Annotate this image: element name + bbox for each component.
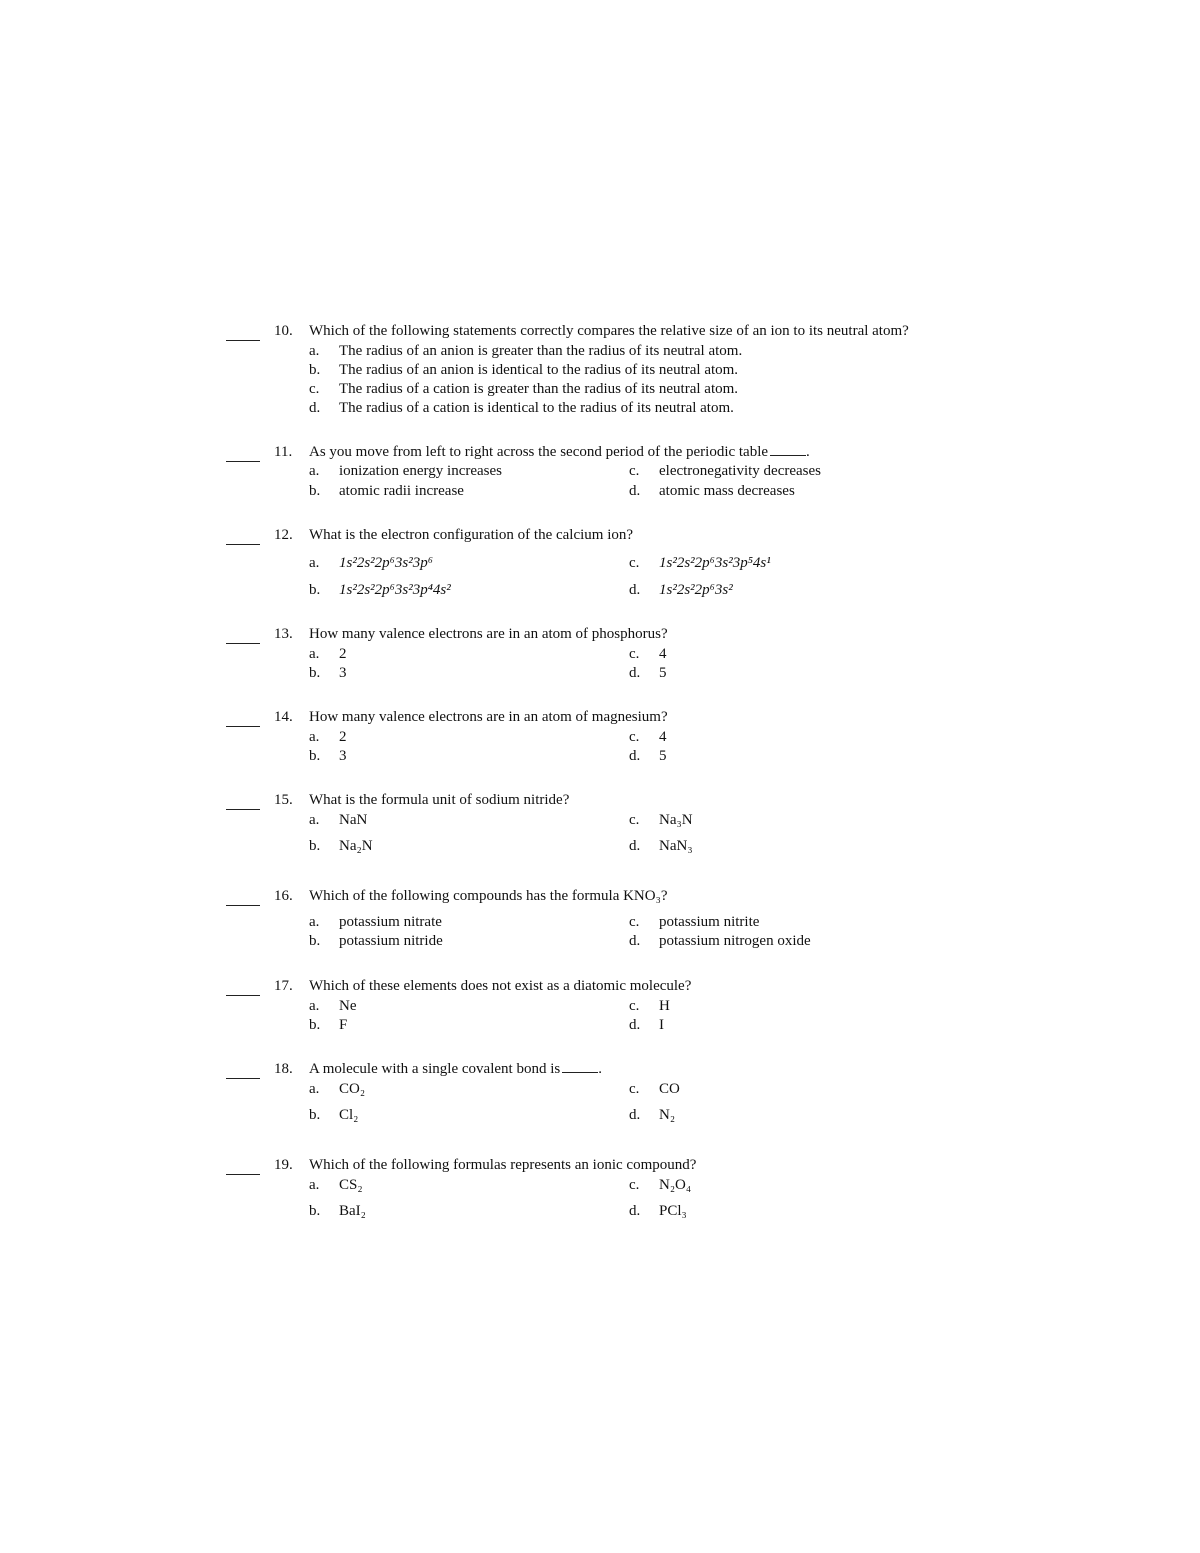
inline-blank[interactable] bbox=[562, 1072, 598, 1073]
answer-blank[interactable] bbox=[226, 995, 260, 996]
answer-blank[interactable] bbox=[226, 905, 260, 906]
answer-blank[interactable] bbox=[226, 1174, 260, 1175]
option-text: 1s²2s²2p⁶3s² bbox=[659, 582, 733, 598]
option-text: 3 bbox=[339, 665, 347, 681]
option-text: The radius of a cation is identical to the radius of its neutral atom. bbox=[339, 400, 734, 416]
option-b bbox=[309, 748, 347, 765]
option-text: BaI₂ bbox=[339, 1203, 366, 1219]
option-b bbox=[309, 483, 464, 500]
option-letter: a. bbox=[309, 555, 320, 571]
option-letter: a. bbox=[309, 998, 320, 1014]
option-letter: c. bbox=[629, 646, 640, 662]
question-number: 13. bbox=[274, 626, 293, 642]
question-text-main: As you move from left to right across the second period of the periodic table bbox=[309, 444, 769, 460]
option-text: ionization energy increases bbox=[339, 463, 502, 479]
option-text: 4 bbox=[659, 729, 667, 745]
answer-blank[interactable] bbox=[226, 544, 260, 545]
option-b bbox=[309, 1203, 366, 1220]
option-d bbox=[629, 1107, 675, 1124]
question-text-main: A molecule with a single covalent bond is bbox=[309, 1061, 561, 1077]
option-letter: b. bbox=[309, 483, 321, 499]
question-number: 11. bbox=[274, 444, 293, 460]
question-text-end: . bbox=[598, 1061, 602, 1077]
option-text: The radius of an anion is identical to the radius of its neutral atom. bbox=[339, 362, 739, 378]
option-a bbox=[309, 998, 357, 1015]
option-text: I bbox=[659, 1017, 664, 1033]
option-a bbox=[309, 463, 502, 480]
option-c bbox=[629, 463, 821, 480]
option-a bbox=[309, 729, 347, 746]
option-letter: a. bbox=[309, 463, 320, 479]
option-d bbox=[629, 1203, 687, 1220]
option-letter: c. bbox=[629, 555, 640, 571]
option-d bbox=[629, 748, 667, 765]
question-text: Which of these elements does not exist as a diatomic molecule? bbox=[309, 978, 692, 994]
answer-blank[interactable] bbox=[226, 809, 260, 810]
option-text: electronegativity decreases bbox=[659, 463, 821, 479]
option-text: NaN₃ bbox=[659, 838, 693, 854]
question-number: 18. bbox=[274, 1061, 293, 1077]
option-text: potassium nitrate bbox=[339, 914, 442, 930]
option-letter: a. bbox=[309, 812, 320, 828]
option-c bbox=[629, 729, 667, 746]
option-letter: d. bbox=[629, 483, 641, 499]
option-b bbox=[309, 933, 443, 950]
inline-blank[interactable] bbox=[770, 455, 806, 456]
answer-blank[interactable] bbox=[226, 461, 260, 462]
option-text: PCl₃ bbox=[659, 1203, 687, 1219]
question-text: Which of the following formulas represents an ionic compound? bbox=[309, 1157, 697, 1173]
option-text: 1s²2s²2p⁶3s²3p⁴4s² bbox=[339, 582, 451, 598]
option-letter: d. bbox=[629, 748, 641, 764]
option-text: N₂ bbox=[659, 1107, 676, 1123]
option-letter: a. bbox=[309, 729, 320, 745]
option-letter: d. bbox=[629, 1107, 641, 1123]
answer-blank[interactable] bbox=[226, 1078, 260, 1079]
option-letter: c. bbox=[629, 998, 640, 1014]
option-letter: b. bbox=[309, 748, 321, 764]
option-letter: c. bbox=[629, 729, 640, 745]
option-c bbox=[309, 381, 738, 398]
option-letter: c. bbox=[629, 914, 640, 930]
question-text: How many valence electrons are in an atom of magnesium? bbox=[309, 709, 668, 725]
option-d bbox=[629, 665, 667, 682]
question-number: 17. bbox=[274, 978, 293, 994]
option-a bbox=[309, 1081, 365, 1098]
option-letter: a. bbox=[309, 343, 320, 359]
option-text: The radius of a cation is greater than the radius of its neutral atom. bbox=[339, 381, 739, 397]
option-d bbox=[629, 838, 693, 855]
option-text: N₂O₄ bbox=[659, 1177, 692, 1193]
option-letter: a. bbox=[309, 1081, 320, 1097]
option-a bbox=[309, 646, 347, 663]
answer-blank[interactable] bbox=[226, 643, 260, 644]
question-number: 14. bbox=[274, 709, 293, 725]
question-text: What is the formula unit of sodium nitride? bbox=[309, 792, 570, 808]
option-letter: d. bbox=[629, 582, 641, 598]
option-letter: b. bbox=[309, 665, 321, 681]
question-number: 12. bbox=[274, 527, 293, 543]
option-text: atomic mass decreases bbox=[659, 483, 795, 499]
option-text: potassium nitrite bbox=[659, 914, 760, 930]
option-letter: d. bbox=[629, 665, 641, 681]
option-text: atomic radii increase bbox=[339, 483, 464, 499]
option-a bbox=[309, 1177, 363, 1194]
option-text: potassium nitride bbox=[339, 933, 443, 949]
option-text: Na₂N bbox=[339, 838, 373, 854]
option-b bbox=[309, 665, 347, 682]
option-text: The radius of an anion is greater than the radius of its neutral atom. bbox=[339, 343, 743, 359]
question-text: Which of the following compounds has the formula KNO₃? bbox=[309, 888, 668, 904]
option-b bbox=[309, 582, 451, 599]
question-number: 19. bbox=[274, 1157, 293, 1173]
option-text: Cl₂ bbox=[339, 1107, 359, 1123]
option-a bbox=[309, 343, 742, 360]
option-text: CS₂ bbox=[339, 1177, 363, 1193]
option-letter: a. bbox=[309, 914, 320, 930]
option-text: 2 bbox=[339, 729, 347, 745]
option-text: 3 bbox=[339, 748, 347, 764]
option-letter: b. bbox=[309, 1107, 321, 1123]
option-text: 5 bbox=[659, 665, 667, 681]
option-letter: d. bbox=[629, 1017, 641, 1033]
question-number: 15. bbox=[274, 792, 293, 808]
option-text: Ne bbox=[339, 998, 357, 1014]
answer-blank[interactable] bbox=[226, 726, 260, 727]
question-text: Which of the following statements correctly compares the relative size of an ion to its neutral atom? bbox=[309, 323, 909, 339]
question-text: What is the electron configuration of the calcium ion? bbox=[309, 527, 634, 543]
option-letter: c. bbox=[629, 463, 640, 479]
option-letter: b. bbox=[309, 362, 321, 378]
option-text: 1s²2s²2p⁶3s²3p⁶ bbox=[339, 555, 433, 571]
option-letter: c. bbox=[629, 1177, 640, 1193]
option-letter: d. bbox=[629, 1203, 641, 1219]
question-text-end: . bbox=[806, 444, 810, 460]
option-text: CO₂ bbox=[339, 1081, 366, 1097]
option-letter: b. bbox=[309, 1203, 321, 1219]
option-a bbox=[309, 914, 442, 931]
option-b bbox=[309, 1107, 358, 1124]
option-letter: c. bbox=[629, 812, 640, 828]
option-text: 4 bbox=[659, 646, 667, 662]
option-letter: d. bbox=[629, 838, 641, 854]
option-c bbox=[629, 914, 759, 931]
option-letter: a. bbox=[309, 1177, 320, 1193]
option-text: F bbox=[339, 1017, 348, 1033]
option-text: 5 bbox=[659, 748, 667, 764]
option-c bbox=[629, 1081, 680, 1098]
question-text bbox=[309, 444, 810, 461]
option-letter: d. bbox=[629, 933, 641, 949]
option-text: 2 bbox=[339, 646, 347, 662]
option-text: NaN bbox=[339, 812, 368, 828]
option-text: CO bbox=[659, 1081, 680, 1097]
option-c bbox=[629, 1177, 691, 1194]
question-number: 10. bbox=[274, 323, 293, 339]
option-d bbox=[309, 400, 734, 417]
option-letter: b. bbox=[309, 838, 321, 854]
option-b bbox=[309, 838, 373, 855]
option-c bbox=[629, 812, 693, 829]
option-c bbox=[629, 555, 771, 572]
question-text bbox=[309, 1061, 602, 1078]
option-text: H bbox=[659, 998, 670, 1014]
option-letter: c. bbox=[629, 1081, 640, 1097]
option-letter: b. bbox=[309, 1017, 321, 1033]
option-d bbox=[629, 933, 811, 950]
option-d bbox=[629, 582, 733, 599]
option-letter: b. bbox=[309, 582, 321, 598]
option-a bbox=[309, 812, 367, 829]
option-text: 1s²2s²2p⁶3s²3p⁵4s¹ bbox=[659, 555, 771, 571]
option-letter: b. bbox=[309, 933, 321, 949]
option-d bbox=[629, 1017, 664, 1034]
option-text: potassium nitrogen oxide bbox=[659, 933, 811, 949]
question-number: 16. bbox=[274, 888, 293, 904]
answer-blank[interactable] bbox=[226, 340, 260, 341]
option-b bbox=[309, 362, 738, 379]
option-d bbox=[629, 483, 795, 500]
option-letter: c. bbox=[309, 381, 320, 397]
option-c bbox=[629, 998, 670, 1015]
option-letter: a. bbox=[309, 646, 320, 662]
option-a bbox=[309, 555, 433, 572]
option-b bbox=[309, 1017, 347, 1034]
option-text: Na₃N bbox=[659, 812, 693, 828]
option-c bbox=[629, 646, 667, 663]
question-text: How many valence electrons are in an atom of phosphorus? bbox=[309, 626, 668, 642]
option-letter: d. bbox=[309, 400, 321, 416]
